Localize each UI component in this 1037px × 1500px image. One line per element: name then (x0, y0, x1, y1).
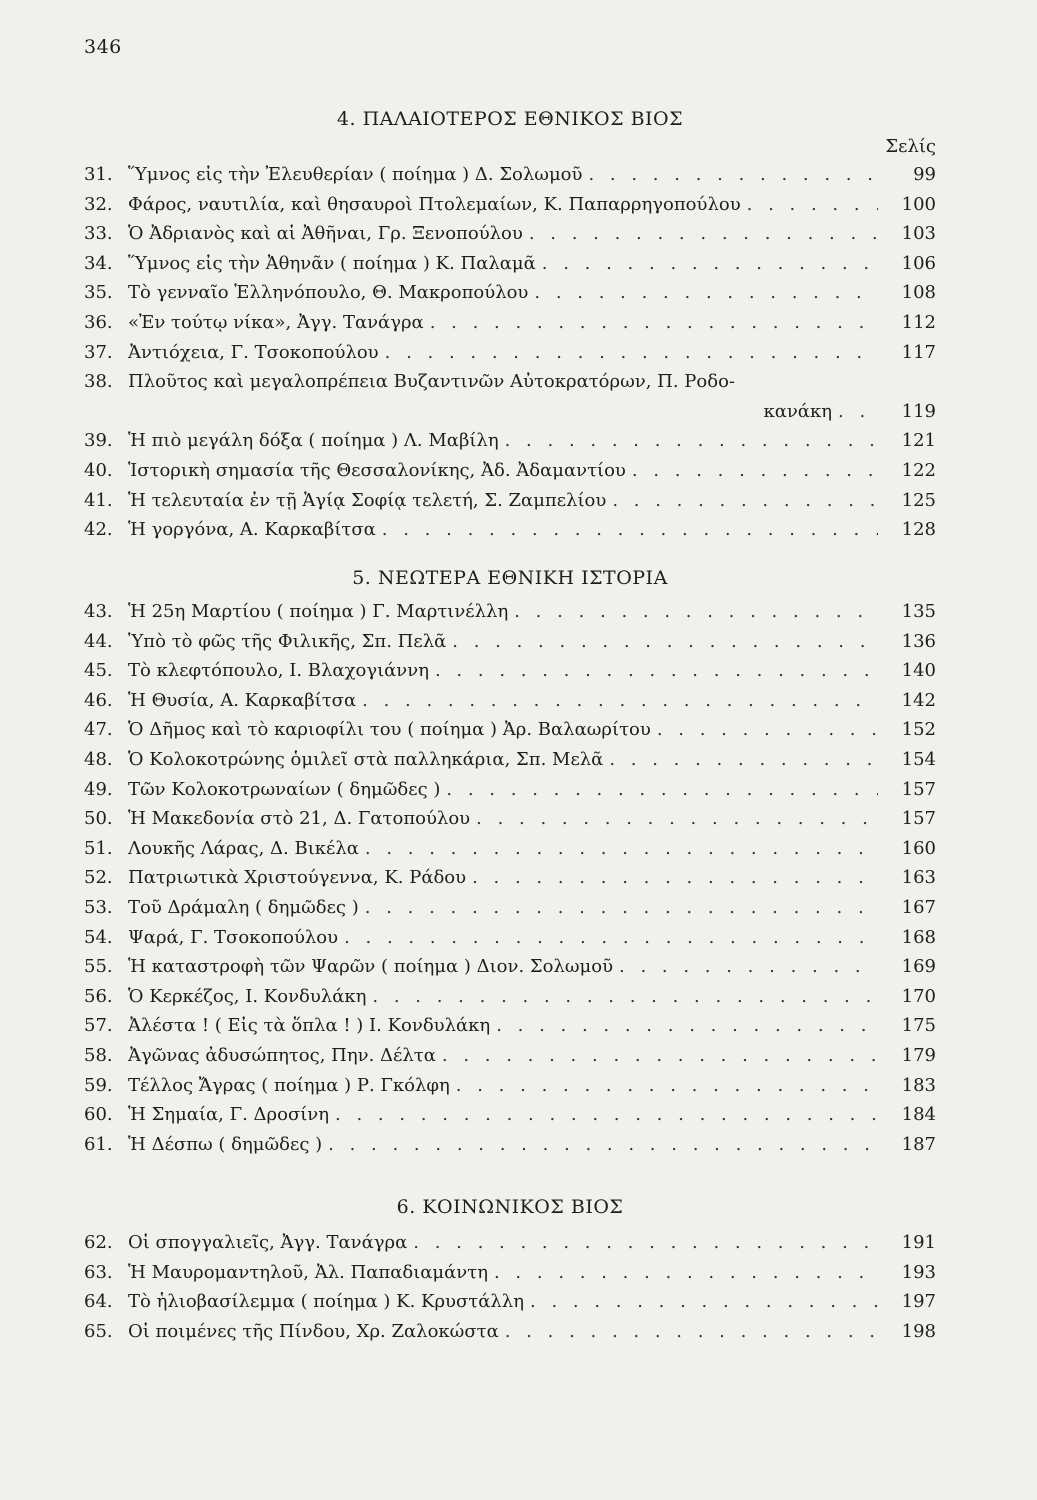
entry-number: 53. (84, 896, 113, 918)
entry-number: 48. (84, 748, 113, 770)
leader-dots (542, 249, 878, 279)
entry-title: Ὁ Δῆμος καὶ τὸ καριοφίλι του ( ποίημα ) Ἀρ. Βαλαωρίτου (128, 719, 651, 741)
leader-dots (413, 1228, 878, 1258)
leader-dots (435, 656, 878, 686)
toc-entry (84, 1228, 936, 1258)
leader-dots (365, 893, 878, 923)
entry-page: 100 (901, 193, 936, 215)
entry-page: 183 (901, 1074, 936, 1096)
entry-title: Ἡ πιὸ μεγάλη δόξα ( ποίημα ) Λ. Μαβίλη (128, 430, 499, 452)
entry-title: Ἡ τελευταία ἐν τῇ Ἁγίᾳ Σοφίᾳ τελετή, Σ. Ζαμπελίου (128, 489, 607, 511)
entry-title: Πλοῦτος καὶ μεγαλοπρέπεια Βυζαντινῶν Αὐτοκρατόρων, Π. Ροδο- (128, 371, 736, 393)
entry-number: 62. (84, 1232, 113, 1253)
entry-page: 136 (901, 630, 936, 652)
entry-page: 135 (901, 601, 936, 622)
leader-dots (657, 715, 878, 745)
entry-number: 34. (84, 252, 113, 274)
leader-dots (335, 1100, 878, 1130)
entry-title: Τῶν Κολοκοτρωναίων ( δημῶδες ) (128, 778, 441, 800)
section-title: 4. ΠΑΛΑΙΟΤΕΡΟΣ ΕΘΝΙΚΟΣ ΒΙΟΣ (336, 108, 684, 130)
entry-page: 184 (901, 1104, 936, 1126)
entry-number: 47. (84, 719, 113, 741)
entry-title: Ἡ Θυσία, Α. Καρκαβίτσα (128, 689, 357, 711)
toc-entry (84, 686, 936, 716)
entry-title: Ἡ καταστροφὴ τῶν Ψαρῶν ( ποίημα ) Διον. Σολωμοῦ (128, 956, 614, 978)
entry-page: 157 (901, 778, 936, 800)
entry-number: 59. (84, 1074, 113, 1096)
entry-number: 46. (84, 689, 113, 711)
leader-dots (609, 745, 878, 775)
entry-page: 160 (901, 837, 936, 859)
entry-page: 99 (913, 164, 936, 185)
entry-page: 112 (901, 311, 936, 333)
toc-entry (84, 775, 936, 805)
entry-page: 168 (901, 926, 936, 948)
toc-entry (84, 1317, 936, 1347)
leader-dots (382, 515, 878, 545)
entry-page: 175 (901, 1015, 936, 1037)
entry-title: Τοῦ Δράμαλη ( δημῶδες ) (128, 896, 359, 918)
toc-entry (84, 745, 936, 775)
leader-dots (530, 1287, 878, 1317)
toc-entry (84, 923, 936, 953)
leader-dots (456, 1071, 878, 1101)
toc-entry (84, 160, 936, 190)
entry-page: 187 (901, 1133, 936, 1155)
entry-title: Ἀντιόχεια, Γ. Τσοκοπούλου (128, 341, 379, 363)
entry-page: 163 (901, 867, 936, 889)
entry-title: «Ἐν τούτῳ νίκα», Ἀγγ. Τανάγρα (128, 311, 424, 333)
leader-dots (452, 627, 878, 657)
leader-dots (612, 486, 878, 516)
leader-dots (476, 804, 878, 834)
entry-title: Τὸ κλεφτόπουλο, Ι. Βλαχογιάννη (128, 660, 429, 682)
toc-entry (84, 1100, 936, 1130)
entry-list (84, 1228, 936, 1346)
entry-number: 36. (84, 311, 113, 333)
section-title: 6. ΚΟΙΝΩΝΙΚΟΣ ΒΙΟΣ (396, 1196, 624, 1218)
entry-page: 121 (901, 430, 936, 452)
entry-page: 140 (901, 660, 936, 682)
entry-title: Οἱ σπογγαλιεῖς, Ἀγγ. Τανάγρα (128, 1232, 408, 1253)
leader-dots (588, 160, 878, 190)
entry-number: 45. (84, 660, 113, 682)
entry-page: 108 (901, 282, 936, 304)
section-6 (84, 1192, 936, 1346)
toc-entry (84, 278, 936, 308)
leader-dots (446, 775, 878, 805)
entry-number: 44. (84, 630, 113, 652)
entry-title: Ἡ Δέσπω ( δημῶδες ) (128, 1133, 323, 1155)
entry-page: 170 (901, 985, 936, 1007)
entry-number: 55. (84, 956, 113, 978)
toc-entry (84, 367, 936, 426)
entry-number: 39. (84, 430, 113, 452)
entry-number: 35. (84, 282, 113, 304)
entry-number: 58. (84, 1044, 113, 1066)
entry-number: 61. (84, 1133, 113, 1155)
entry-number: 38. (84, 371, 113, 393)
entry-title: Ὑπὸ τὸ φῶς τῆς Φιλικῆς, Σπ. Πελᾶ (128, 630, 447, 652)
leader-dots (529, 219, 878, 249)
toc-entry (84, 338, 936, 368)
toc-entry (84, 982, 936, 1012)
entry-number: 64. (84, 1291, 113, 1313)
entry-number: 50. (84, 808, 113, 830)
toc-entry (84, 834, 936, 864)
entry-page: 125 (901, 489, 936, 511)
toc-entry (84, 656, 936, 686)
entry-page: 179 (901, 1044, 936, 1066)
leader-dots (496, 1011, 878, 1041)
toc-entry (84, 804, 936, 834)
leader-dots (494, 1258, 878, 1288)
entry-page: 142 (901, 689, 936, 711)
entry-list (84, 597, 936, 1159)
leader-dots (365, 834, 878, 864)
leader-dots (430, 308, 878, 338)
toc-entry (84, 486, 936, 516)
entry-page: 157 (901, 808, 936, 830)
entry-number: 42. (84, 519, 113, 541)
leader-dots (505, 1317, 878, 1347)
toc-entry (84, 597, 936, 627)
entry-page: 103 (901, 223, 936, 245)
toc-entry (84, 1041, 936, 1071)
toc-entry (84, 515, 936, 545)
entry-title: Ἡ Σημαία, Γ. Δροσίνη (128, 1104, 330, 1126)
leader-dots (472, 863, 878, 893)
leader-dots (632, 456, 878, 486)
page-column-header: Σελίς (885, 136, 936, 157)
entry-title: Ὕμνος εἰς τὴν Ἐλευθερίαν ( ποίημα ) Δ. Σολωμοῦ (128, 164, 583, 185)
entry-number: 52. (84, 867, 113, 889)
toc-entry-line (84, 367, 936, 397)
entry-title: Ἡ Μακεδονία στὸ 21, Δ. Γατοπούλου (128, 808, 471, 830)
entry-number: 65. (84, 1320, 113, 1342)
entry-title: Ὁ Κερκέζος, Ι. Κονδυλάκη (128, 985, 367, 1007)
toc-entry (84, 1287, 936, 1317)
toc-entry (84, 715, 936, 745)
entry-number: 40. (84, 459, 113, 481)
entry-number: 49. (84, 778, 113, 800)
entry-title: Ἀλέστα ! ( Εἰς τὰ ὅπλα ! ) Ι. Κονδυλάκη (128, 1015, 491, 1037)
entry-title: Τὸ γενναῖο Ἑλληνόπουλο, Θ. Μακροπούλου (128, 282, 529, 304)
entry-page: 106 (901, 252, 936, 274)
entry-title: Οἱ ποιμένες τῆς Πίνδου, Χρ. Ζαλοκώστα (128, 1320, 499, 1342)
entry-title: Ἡ 25η Μαρτίου ( ποίημα ) Γ. Μαρτινέλλη (128, 601, 509, 622)
leader-dots (838, 397, 878, 427)
entry-list (84, 160, 936, 545)
leader-dots (534, 278, 878, 308)
entry-number: 37. (84, 341, 113, 363)
entry-number: 51. (84, 837, 113, 859)
entry-page: 169 (901, 956, 936, 978)
toc-entry (84, 456, 936, 486)
leader-dots (514, 597, 878, 627)
entry-title: Ἱστορικὴ σημασία τῆς Θεσσαλονίκης, Ἀδ. Ἀδαμαντίου (128, 459, 626, 481)
entry-number: 33. (84, 223, 113, 245)
entry-number: 32. (84, 193, 113, 215)
toc-entry (84, 627, 936, 657)
entry-title: Ἀγῶνας ἀδυσώπητος, Πην. Δέλτα (128, 1044, 436, 1066)
entry-title: Ἡ γοργόνα, Α. Καρκαβίτσα (128, 519, 376, 541)
leader-dots (505, 426, 878, 456)
entry-page: 128 (901, 519, 936, 541)
toc-entry (84, 219, 936, 249)
toc-entry-line (84, 397, 936, 427)
toc-entry (84, 1071, 936, 1101)
toc-entry (84, 249, 936, 279)
toc-entry (84, 1258, 936, 1288)
entry-number: 63. (84, 1261, 113, 1283)
toc-entry (84, 1011, 936, 1041)
leader-dots (619, 952, 878, 982)
entry-page: 193 (901, 1261, 936, 1283)
leader-dots (362, 686, 878, 716)
entry-title-continuation: κανάκη (763, 400, 832, 422)
entry-page: 117 (901, 341, 936, 363)
toc-entry (84, 893, 936, 923)
entry-number: 41. (84, 489, 113, 511)
section-5 (84, 563, 936, 1159)
entry-title: Φάρος, ναυτιλία, καὶ θησαυροὶ Πτολεμαίων, Κ. Παπαρρηγοπούλου (128, 193, 741, 215)
entry-title: Ὕμνος εἰς τὴν Ἀθηνᾶν ( ποίημα ) Κ. Παλαμᾶ (128, 252, 536, 274)
leader-dots (747, 190, 878, 220)
entry-page: 191 (901, 1232, 936, 1253)
entry-page: 198 (901, 1320, 936, 1342)
entry-number: 43. (84, 601, 113, 622)
leader-dots (385, 338, 878, 368)
entry-title: Ψαρά, Γ. Τσοκοπούλου (128, 926, 339, 948)
entry-title: Τὸ ἡλιοβασίλεμμα ( ποίημα ) Κ. Κρυστάλλη (128, 1291, 524, 1313)
spacer (84, 397, 763, 427)
entry-number: 57. (84, 1015, 113, 1037)
entry-number: 54. (84, 926, 113, 948)
entry-title: Λουκῆς Λάρας, Δ. Βικέλα (128, 837, 359, 859)
section-title: 5. ΝΕΩΤΕΡΑ ΕΘΝΙΚΗ ΙΣΤΟΡΙΑ (352, 567, 668, 589)
section-4 (84, 104, 936, 545)
entry-title: Τέλλος Ἄγρας ( ποίημα ) Ρ. Γκόλφη (128, 1074, 450, 1096)
entry-page: 197 (901, 1291, 936, 1313)
toc-entry (84, 426, 936, 456)
entry-page: 122 (901, 459, 936, 481)
toc-entry (84, 1130, 936, 1160)
entry-title: Ὁ Ἀδριανὸς καὶ αἱ Ἀθῆναι, Γρ. Ξενοπούλου (128, 223, 523, 245)
leader-dots (442, 1041, 878, 1071)
entry-page: 167 (901, 896, 936, 918)
entry-page: 154 (901, 748, 936, 770)
toc-entry (84, 952, 936, 982)
entry-page: 152 (901, 719, 936, 741)
entry-number: 31. (84, 164, 113, 185)
leader-dots (372, 982, 878, 1012)
toc-entry (84, 308, 936, 338)
entry-number: 56. (84, 985, 113, 1007)
entry-title: Πατριωτικὰ Χριστούγεννα, Κ. Ράδου (128, 867, 467, 889)
toc-entry (84, 863, 936, 893)
entry-title: Ἡ Μαυρομαντηλοῦ, Ἀλ. Παπαδιαμάντη (128, 1261, 488, 1283)
leader-dots (344, 923, 878, 953)
toc-entry (84, 190, 936, 220)
leader-dots (328, 1130, 878, 1160)
entry-title: Ὁ Κολοκοτρώνης ὁμιλεῖ στὰ παλληκάρια, Σπ. Μελᾶ (128, 748, 604, 770)
entry-number: 60. (84, 1104, 113, 1126)
entry-page: 119 (901, 400, 936, 422)
page-number: 346 (84, 36, 122, 58)
